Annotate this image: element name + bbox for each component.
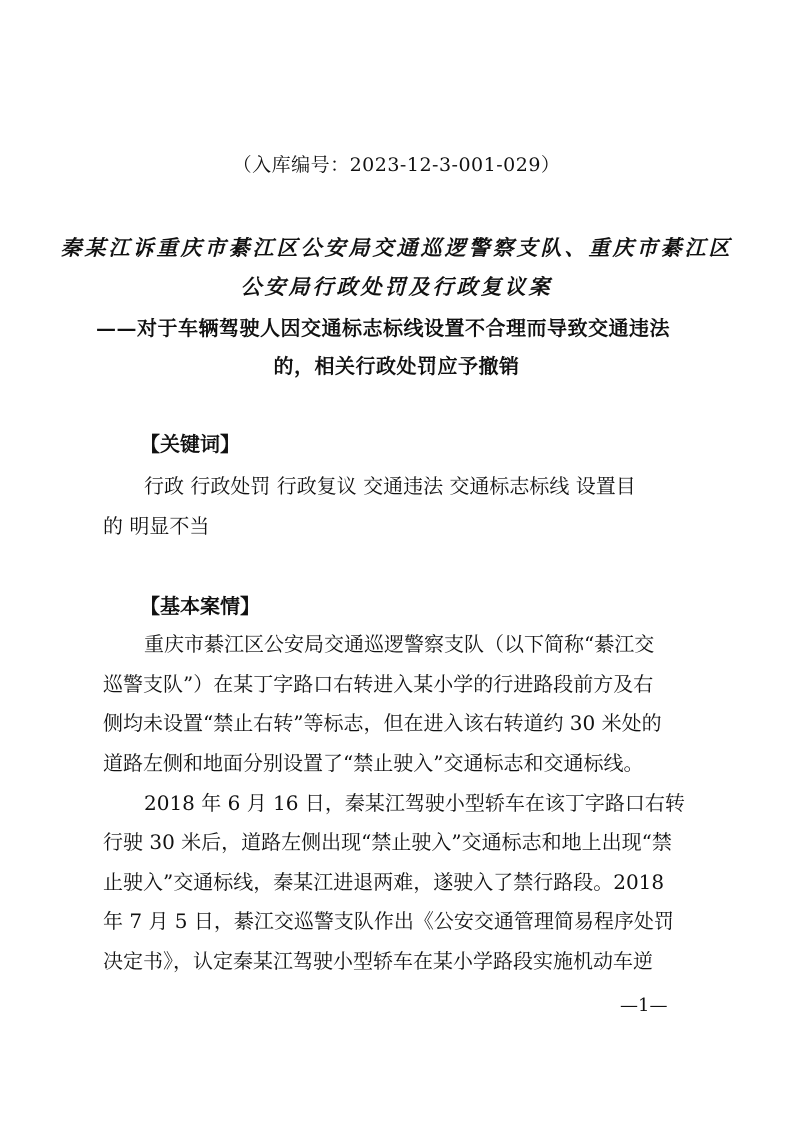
case-title-line-1: 秦某江诉重庆市綦江区公安局交通巡逻警察支队、重庆市綦江区	[60, 235, 733, 260]
paragraph-1-line-4: 道路左侧和地面分别设置了“禁止驶入”交通标志和交通标线。	[103, 751, 644, 775]
paragraph-1-line-2: 巡警支队”）在某丁字路口右转进入某小学的行进路段前方及右	[103, 672, 654, 696]
paragraph-2-line-1: 2018 年 6 月 16 日，秦某江驾驶小型轿车在该丁字路口右转	[144, 791, 685, 815]
case-subtitle-line-2: 的，相关行政处罚应予撤销	[273, 354, 520, 378]
keywords-heading: 【关键词】	[140, 432, 240, 456]
case-title-line-2: 公安局行政处罚及行政复议案	[240, 274, 553, 299]
case-number: （入库编号：2023-12-3-001-029）	[232, 154, 561, 176]
case-subtitle-line-1: ——对于车辆驾驶人因交通标志标线设置不合理而导致交通违法	[96, 316, 670, 340]
paragraph-2-line-3: 止驶入”交通标线，秦某江进退两难，遂驶入了禁行路段。2018	[103, 870, 665, 894]
page-number: —1—	[620, 995, 668, 1016]
keywords-line-2: 的 明显不当	[103, 514, 210, 538]
paragraph-2-line-4: 年 7 月 5 日，綦江交巡警支队作出《公安交通管理简易程序处罚	[103, 909, 674, 933]
paragraph-2-line-2: 行驶 30 米后，道路左侧出现“禁止驶入”交通标志和地上出现“禁	[103, 830, 672, 854]
basic-facts-heading: 【基本案情】	[140, 594, 260, 618]
keywords-line-1: 行政 行政处罚 行政复议 交通违法 交通标志标线 设置目	[144, 474, 636, 498]
paragraph-2-line-5: 决定书》，认定秦某江驾驶小型轿车在某小学路段实施机动车逆	[103, 949, 653, 973]
paragraph-1-line-3: 侧均未设置“禁止右转”等标志，但在进入该右转道约 30 米处的	[103, 711, 662, 735]
paragraph-1-line-1: 重庆市綦江区公安局交通巡逻警察支队（以下简称“綦江交	[144, 632, 655, 656]
